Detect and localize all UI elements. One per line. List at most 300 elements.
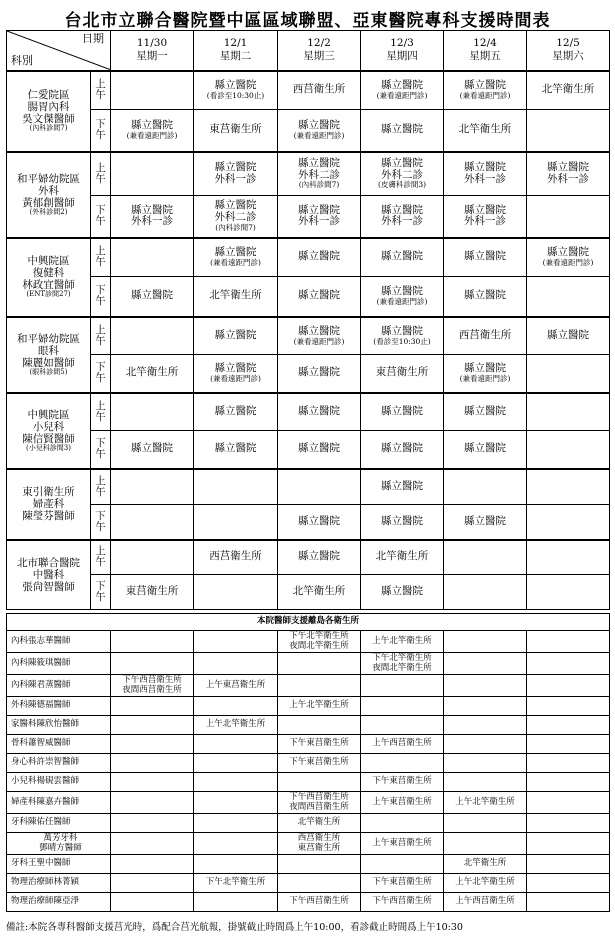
support-row xyxy=(7,833,610,855)
schedule-cell xyxy=(527,575,610,610)
clinic: 外科一診 xyxy=(464,172,506,185)
schedule-cell xyxy=(278,317,361,355)
schedule-cell xyxy=(361,152,444,196)
schedule-cell xyxy=(444,110,527,152)
schedule-cell xyxy=(194,540,278,575)
schedule-cell xyxy=(111,110,194,152)
schedule-cell xyxy=(527,431,610,469)
support-location: 下午北竿衛生所 xyxy=(205,877,266,888)
location: 縣立醫院 xyxy=(381,324,423,337)
schedule-cell xyxy=(194,317,278,355)
schedule-cell xyxy=(111,355,194,393)
day-date: 12/5 xyxy=(556,37,580,50)
support-title-row xyxy=(7,614,610,631)
schedule-cell xyxy=(527,110,610,152)
location: 縣立醫院 xyxy=(298,119,340,132)
support-location: 北竿衛生所 xyxy=(463,858,507,869)
location: 北竿衛生所 xyxy=(125,366,179,379)
session-label: 上午 xyxy=(91,71,111,110)
schedule-cell xyxy=(444,152,527,196)
support-row xyxy=(7,893,610,912)
location: 縣立醫院 xyxy=(214,79,257,92)
dept-line: 陳瑩芬醫師 xyxy=(22,510,75,523)
support-cell xyxy=(111,874,194,893)
support-cell xyxy=(278,855,361,874)
support-location: 下午東莒衛生所 xyxy=(372,877,432,888)
dept-line: 和平婦幼院區 xyxy=(17,332,80,345)
support-row xyxy=(7,792,610,814)
support-cell xyxy=(194,653,278,675)
location: 縣立醫院 xyxy=(381,404,423,417)
support-doctor xyxy=(7,874,111,893)
support-cell xyxy=(527,855,610,874)
location: 縣立醫院 xyxy=(214,442,257,455)
support-doctor xyxy=(7,697,111,716)
location: 縣立醫院 xyxy=(381,79,423,92)
support-location: 夜間北竿衛生所 xyxy=(372,662,432,673)
day-header xyxy=(278,31,361,71)
support-doctor xyxy=(7,773,111,792)
support-row xyxy=(7,814,610,833)
cell-note: (兼看遠距門診) xyxy=(376,91,428,100)
support-row xyxy=(7,735,610,754)
clinic: 外科一診 xyxy=(381,215,423,228)
schedule-cell xyxy=(278,238,361,277)
dept-line: 眼科 xyxy=(38,344,59,357)
dept-line: 外科 xyxy=(38,184,59,197)
support-table xyxy=(6,613,610,912)
session-label: 下午 xyxy=(91,505,111,540)
support-location: 下午東莒衛生所 xyxy=(289,757,349,768)
location: 西莒衛生所 xyxy=(292,83,346,96)
day-weekday: 星期二 xyxy=(219,50,252,63)
schedule-cell xyxy=(527,317,610,355)
support-cell xyxy=(444,716,527,735)
schedule-row-am xyxy=(7,71,610,110)
support-location: 下午西莒衛生所 xyxy=(289,791,349,802)
dept-line: 中興院區 xyxy=(27,408,70,421)
schedule-row-am xyxy=(7,540,610,575)
schedule-cell xyxy=(111,317,194,355)
support-cell xyxy=(527,653,610,675)
location: 縣立醫院 xyxy=(381,123,423,136)
schedule-cell xyxy=(111,469,194,505)
support-cell xyxy=(527,874,610,893)
support-cell xyxy=(444,697,527,716)
support-cell xyxy=(361,833,444,855)
support-cell xyxy=(361,697,444,716)
support-location: 上午西莒衛生所 xyxy=(372,738,432,749)
schedule-cell xyxy=(361,238,444,277)
support-cell xyxy=(111,833,194,855)
corner-dept-label: 科別 xyxy=(11,54,33,68)
support-row xyxy=(7,716,610,735)
support-cell xyxy=(111,792,194,814)
support-row xyxy=(7,675,610,697)
support-row xyxy=(7,855,610,874)
page-title: 台北市立聯合醫院暨中區區域聯盟、亞東醫院專科支援時間表 xyxy=(64,11,551,31)
support-location: 夜間北竿衛生所 xyxy=(289,640,349,651)
location: 東莒衛生所 xyxy=(125,585,179,598)
session-label: 下午 xyxy=(91,277,111,317)
location: 縣立醫院 xyxy=(464,289,506,302)
location: 縣立醫院 xyxy=(381,442,423,455)
support-cell xyxy=(194,833,278,855)
schedule-cell xyxy=(527,277,610,317)
day-date: 11/30 xyxy=(136,37,168,50)
schedule-cell xyxy=(194,71,278,110)
support-cell xyxy=(361,773,444,792)
location: 北竿衛生所 xyxy=(458,123,512,136)
clinic-room-note: (ENT診間27) xyxy=(26,290,71,299)
location: 縣立醫院 xyxy=(298,324,340,337)
support-location: 上午東莒衛生所 xyxy=(205,679,266,690)
footnote: 備註:本院各專科醫師支援莒光時，爲配合莒光航報，掛號截止時間爲上午10:00，看診截止時間爲上午10:30 xyxy=(6,922,463,933)
location: 縣立醫院 xyxy=(464,250,506,263)
support-cell xyxy=(111,855,194,874)
support-cell xyxy=(444,814,527,833)
clinic: 外科一診 xyxy=(464,215,506,228)
dept-line: 仁愛院區 xyxy=(27,89,70,102)
support-cell xyxy=(111,773,194,792)
support-cell xyxy=(111,653,194,675)
schedule-cell xyxy=(444,575,527,610)
location: 縣立醫院 xyxy=(381,285,423,298)
location: 北竿衛生所 xyxy=(375,550,429,563)
support-cell xyxy=(527,833,610,855)
support-cell xyxy=(444,675,527,697)
schedule-row-am xyxy=(7,317,610,355)
day-date: 12/2 xyxy=(307,37,331,50)
support-cell xyxy=(361,893,444,912)
schedule-cell xyxy=(527,71,610,110)
schedule-cell xyxy=(194,393,278,431)
support-doctor-name: 內科張志華醫師 xyxy=(11,635,71,646)
clinic-room-note: (眼科診間5) xyxy=(29,367,68,376)
support-doctor-name: 萬芳牙科 xyxy=(43,832,78,843)
dept-line: 黃郁創醫師 xyxy=(22,196,75,209)
session-label: 上午 xyxy=(91,469,111,505)
support-cell xyxy=(527,893,610,912)
location: 縣立醫院 xyxy=(298,442,340,455)
support-cell xyxy=(361,792,444,814)
session-label: 下午 xyxy=(91,196,111,238)
location: 縣立醫院 xyxy=(464,203,506,216)
clinic: 外科一診 xyxy=(214,172,257,185)
support-row xyxy=(7,631,610,653)
support-cell xyxy=(111,697,194,716)
cell-note: (兼看遠距門診) xyxy=(459,91,511,100)
support-cell xyxy=(444,735,527,754)
header-row xyxy=(7,31,610,71)
support-cell xyxy=(278,814,361,833)
support-cell xyxy=(527,697,610,716)
day-date: 12/1 xyxy=(223,37,248,50)
schedule-cell xyxy=(444,277,527,317)
location: 縣立醫院 xyxy=(464,514,506,527)
support-cell xyxy=(111,716,194,735)
support-doctor xyxy=(7,716,111,735)
clinic: 外科二診 xyxy=(298,168,340,181)
support-cell xyxy=(278,735,361,754)
location: 北竿衛生所 xyxy=(209,289,262,302)
schedule-cell xyxy=(444,317,527,355)
support-doctor-name: 小兒科楊硯雲醫師 xyxy=(11,776,80,787)
day-date: 12/3 xyxy=(390,37,414,50)
support-cell xyxy=(111,631,194,653)
schedule-cell xyxy=(194,469,278,505)
schedule-cell xyxy=(194,196,278,238)
schedule-cell xyxy=(111,71,194,110)
support-doctor-name: 鄧晴方醫師 xyxy=(39,842,82,853)
support-doctor-name: 內科陳筱琪醫師 xyxy=(11,657,71,668)
support-cell xyxy=(111,754,194,773)
schedule-cell xyxy=(278,431,361,469)
schedule-row-pm xyxy=(7,575,610,610)
schedule-cell xyxy=(527,355,610,393)
support-cell xyxy=(444,792,527,814)
support-cell xyxy=(194,773,278,792)
support-cell xyxy=(361,735,444,754)
cell-note: (兼看遠距門診) xyxy=(293,336,345,346)
dept-line: 北市聯合醫院 xyxy=(17,556,80,569)
day-weekday: 星期四 xyxy=(386,50,418,63)
schedule-cell xyxy=(111,505,194,540)
location: 縣立醫院 xyxy=(214,246,257,259)
support-doctor-name: 物理治療師陳亞淨 xyxy=(11,896,80,907)
session-label: 下午 xyxy=(91,355,111,393)
schedule-cell xyxy=(111,196,194,238)
support-cell xyxy=(527,792,610,814)
department-doctor xyxy=(7,469,91,540)
day-date: 12/4 xyxy=(473,37,497,50)
clinic-room-note: (內科診間7) xyxy=(29,124,68,133)
clinic-room-note: (小兒科診間3) xyxy=(26,443,71,452)
schedule-cell xyxy=(361,431,444,469)
support-cell xyxy=(278,833,361,855)
schedule-cell xyxy=(111,575,194,610)
location: 縣立醫院 xyxy=(547,246,589,259)
session-label: 上午 xyxy=(91,238,111,277)
schedule-row-am xyxy=(7,469,610,505)
clinic: 外科一診 xyxy=(298,215,340,228)
location: 縣立醫院 xyxy=(214,404,257,417)
day-header xyxy=(527,31,610,71)
support-cell xyxy=(361,855,444,874)
support-cell xyxy=(361,675,444,697)
support-location: 上午西莒衛生所 xyxy=(455,896,515,907)
schedule-cell xyxy=(527,505,610,540)
location: 縣立醫院 xyxy=(381,250,423,263)
support-doctor-name: 內科陳君蒸醫師 xyxy=(11,679,71,690)
schedule-cell xyxy=(444,393,527,431)
schedule-row-am xyxy=(7,152,610,196)
support-cell xyxy=(527,814,610,833)
support-cell xyxy=(111,735,194,754)
location: 縣立醫院 xyxy=(381,585,423,598)
support-doctor xyxy=(7,855,111,874)
location: 縣立醫院 xyxy=(298,250,340,263)
support-location: 上午北竿衛生所 xyxy=(289,700,349,711)
schedule-row-pm xyxy=(7,355,610,393)
support-cell xyxy=(194,814,278,833)
support-location: 下午西莒衛生所 xyxy=(289,896,349,907)
schedule-row-pm xyxy=(7,110,610,152)
schedule-cell xyxy=(111,393,194,431)
location: 縣立醫院 xyxy=(298,289,340,302)
schedule-row-pm xyxy=(7,431,610,469)
support-cell xyxy=(111,675,194,697)
cell-note: (皮膚科診間3) xyxy=(377,180,427,190)
session-label: 下午 xyxy=(91,575,111,610)
support-doctor xyxy=(7,893,111,912)
support-doctor-name: 骨科蕭智威醫師 xyxy=(11,738,71,749)
schedule-cell xyxy=(361,317,444,355)
schedule-cell xyxy=(527,393,610,431)
day-weekday: 星期六 xyxy=(552,50,584,63)
schedule-cell xyxy=(361,110,444,152)
support-doctor xyxy=(7,792,111,814)
support-location: 上午北竿衛生所 xyxy=(372,635,432,646)
schedule-cell xyxy=(111,277,194,317)
support-location: 上午東莒衛生所 xyxy=(372,837,432,848)
schedule-cell xyxy=(444,540,527,575)
support-cell xyxy=(444,631,527,653)
support-cell xyxy=(444,833,527,855)
support-row xyxy=(7,874,610,893)
schedule-cell xyxy=(361,277,444,317)
clinic-room-note: (外科診間2) xyxy=(29,207,68,216)
dept-line: 和平婦幼院區 xyxy=(17,172,80,185)
clinic: 外科二診 xyxy=(381,168,423,181)
support-cell xyxy=(527,631,610,653)
location: 縣立醫院 xyxy=(298,156,340,169)
support-cell xyxy=(278,754,361,773)
location: 東莒衛生所 xyxy=(209,123,262,136)
support-cell xyxy=(527,754,610,773)
cell-note: (看診至10:30止) xyxy=(373,336,431,346)
dept-line: 陳麗如醫師 xyxy=(22,356,75,369)
corner-cell xyxy=(7,31,111,71)
location: 縣立醫院 xyxy=(381,156,423,169)
cell-note: (兼看遠距門診) xyxy=(376,297,428,306)
schedule-cell xyxy=(444,196,527,238)
schedule-cell xyxy=(194,277,278,317)
support-doctor-name: 婦產科陳嘉卉醫師 xyxy=(11,796,80,807)
day-weekday: 星期三 xyxy=(303,50,335,63)
location: 縣立醫院 xyxy=(547,328,589,341)
dept-line: 中醫科 xyxy=(32,568,65,581)
location: 東莒衛生所 xyxy=(375,366,429,379)
location: 縣立醫院 xyxy=(464,362,506,375)
location: 縣立醫院 xyxy=(214,362,257,375)
day-header xyxy=(361,31,444,71)
support-doctor-name: 家醫科陳欣怡醫師 xyxy=(11,719,80,730)
support-location: 北竿衛生所 xyxy=(297,817,341,828)
support-cell xyxy=(361,874,444,893)
clinic: 外科一診 xyxy=(131,215,173,228)
location: 縣立醫院 xyxy=(381,479,423,492)
location: 縣立醫院 xyxy=(298,404,340,417)
support-location: 夜間西莒衛生所 xyxy=(289,801,349,812)
location: 縣立醫院 xyxy=(547,161,589,173)
support-title: 本院醫師支援離島各衛生所 xyxy=(7,614,610,631)
day-weekday: 星期一 xyxy=(136,50,168,63)
dept-line: 陳信賢醫師 xyxy=(22,432,75,445)
support-location: 下午北竿衛生所 xyxy=(289,630,349,641)
schedule-cell xyxy=(194,575,278,610)
department-doctor xyxy=(7,393,91,469)
support-location: 上午東莒衛生所 xyxy=(372,796,432,807)
location: 縣立醫院 xyxy=(298,203,340,216)
support-location: 夜間西莒衛生所 xyxy=(122,684,182,695)
cell-note: (兼看遠距門診) xyxy=(210,374,261,383)
support-cell xyxy=(278,893,361,912)
support-location: 上午北竿衛生所 xyxy=(455,796,515,807)
corner-date-label: 日期 xyxy=(82,32,104,45)
schedule-cell xyxy=(278,575,361,610)
schedule-table xyxy=(6,30,610,610)
support-cell xyxy=(444,855,527,874)
dept-line: 張尙智醫師 xyxy=(22,580,75,593)
location: 縣立醫院 xyxy=(464,161,506,173)
schedule-cell xyxy=(361,469,444,505)
schedule-cell xyxy=(527,540,610,575)
department-doctor xyxy=(7,540,91,610)
support-doctor-name: 物理治療師林菁穎 xyxy=(11,877,80,888)
schedule-cell xyxy=(527,238,610,277)
cell-note: (兼看遠距門診) xyxy=(293,131,345,140)
support-cell xyxy=(527,773,610,792)
support-doctor-name: 身心科許崇智醫師 xyxy=(11,757,80,768)
support-cell xyxy=(278,792,361,814)
cell-note: (兼看遠距門診) xyxy=(459,374,511,383)
support-cell xyxy=(361,653,444,675)
location: 縣立醫院 xyxy=(131,119,173,132)
location: 縣立醫院 xyxy=(464,404,506,417)
dept-line: 林政宜醫師 xyxy=(22,279,75,292)
department-doctor xyxy=(7,152,91,238)
support-cell xyxy=(194,874,278,893)
schedule-cell xyxy=(361,393,444,431)
support-doctor xyxy=(7,833,111,855)
location: 縣立醫院 xyxy=(214,161,257,173)
department-doctor xyxy=(7,317,91,393)
schedule-cell xyxy=(444,505,527,540)
location: 縣立醫院 xyxy=(298,550,340,563)
support-cell xyxy=(194,855,278,874)
support-cell xyxy=(444,874,527,893)
support-cell xyxy=(278,675,361,697)
dept-line: 小兒科 xyxy=(32,420,65,433)
support-cell xyxy=(278,716,361,735)
support-location: 下午西莒衛生所 xyxy=(372,896,432,907)
schedule-cell xyxy=(444,469,527,505)
schedule-cell xyxy=(527,196,610,238)
schedule-cell xyxy=(278,71,361,110)
schedule-cell xyxy=(194,238,278,277)
support-cell xyxy=(361,814,444,833)
support-cell xyxy=(194,735,278,754)
session-label: 上午 xyxy=(91,540,111,575)
schedule-cell xyxy=(278,110,361,152)
schedule-row-pm xyxy=(7,277,610,317)
support-cell xyxy=(194,893,278,912)
schedule-cell xyxy=(361,505,444,540)
schedule-cell xyxy=(111,540,194,575)
schedule-cell xyxy=(194,431,278,469)
schedule-cell xyxy=(278,152,361,196)
